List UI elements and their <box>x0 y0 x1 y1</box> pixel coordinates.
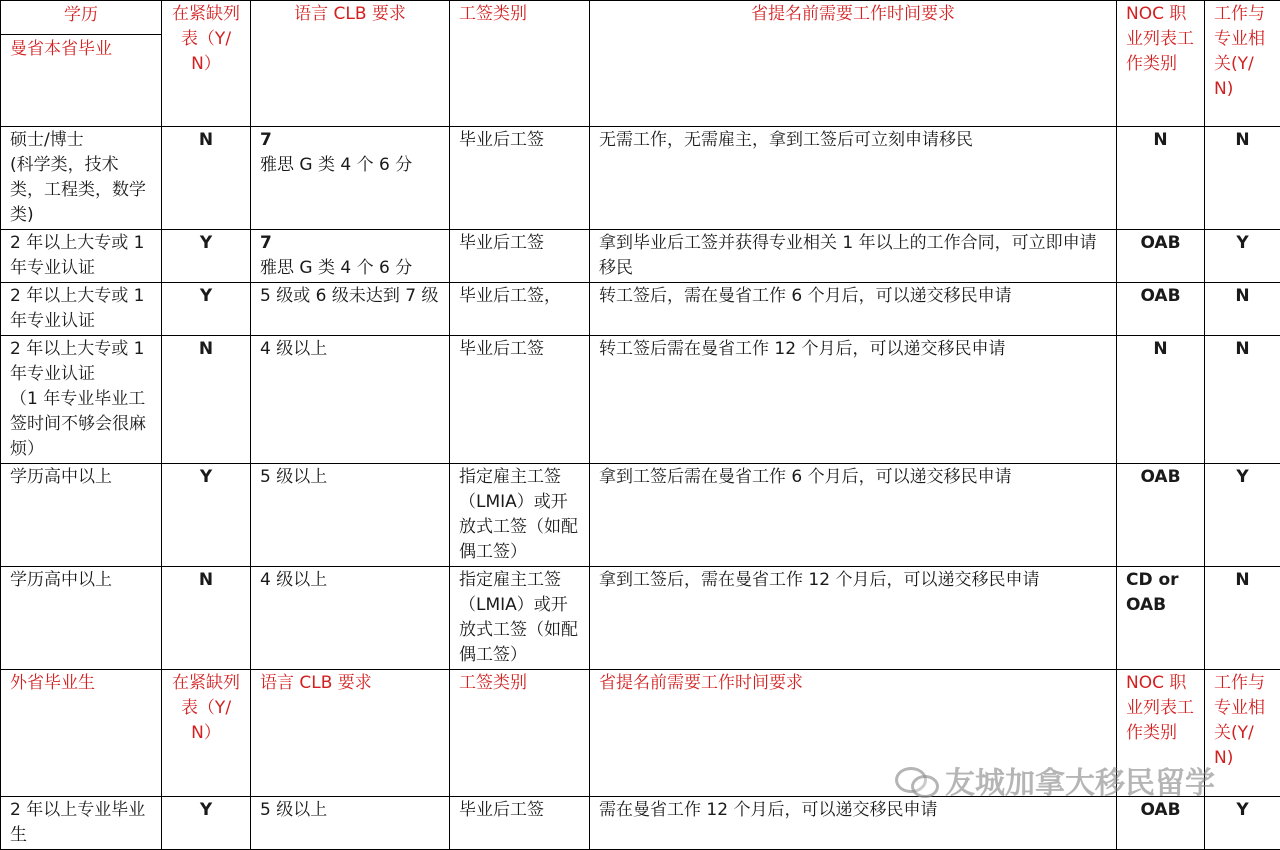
table-row <box>1 567 1280 670</box>
shortage-cell: N <box>162 127 251 230</box>
clb-cell: 4 级以上 <box>251 336 450 464</box>
education-note: (科学类，技术类，工程类，数学类) <box>10 153 152 228</box>
work-req-cell: 需在曼省工作 12 个月后，可以递交移民申请 <box>590 797 1117 850</box>
education-cell: 2 年以上专业毕业生 <box>1 797 162 850</box>
noc-cell: OAB <box>1117 230 1205 283</box>
education-cell: 学历高中以上 <box>1 567 162 670</box>
permit-cell: 毕业后工签 <box>450 230 590 283</box>
education-text: 2 年以上大专或 1 年专业认证 <box>10 337 152 387</box>
shortage-cell: Y <box>162 464 251 567</box>
clb-cell: 5 级以上 <box>251 797 450 850</box>
permit-cell: 毕业后工签 <box>450 127 590 230</box>
education-text: 硕士/博士 <box>10 128 152 153</box>
header-education-label: 学历 <box>1 3 161 35</box>
header-manitoba-grad-label: 曼省本省毕业 <box>10 35 152 62</box>
education-note: （1 年专业毕业工签时间不够会很麻烦） <box>10 387 152 462</box>
clb-cell: 5 级或 6 级未达到 7 级 <box>251 283 450 336</box>
header-work-requirement: 省提名前需要工作时间要求 <box>590 1 1117 127</box>
work-req-cell: 拿到工签后，需在曼省工作 12 个月后，可以递交移民申请 <box>590 567 1117 670</box>
clb-cell: 5 级以上 <box>251 464 450 567</box>
shortage-cell: Y <box>162 230 251 283</box>
header-shortage-list: 在紧缺列表（Y/N） <box>162 1 251 127</box>
header-work-requirement: 省提名前需要工作时间要求 <box>590 670 1117 797</box>
noc-cell: CD or OAB <box>1117 567 1205 670</box>
clb-level: 7 <box>260 128 440 153</box>
shortage-cell: N <box>162 336 251 464</box>
related-cell: N <box>1205 283 1280 336</box>
header-row <box>1 1 1280 127</box>
header-noc: NOC 职业列表工作类别 <box>1117 1 1205 127</box>
related-cell: N <box>1205 336 1280 464</box>
table-row <box>1 230 1280 283</box>
permit-cell: 指定雇主工签（LMIA）或开放式工签（如配偶工签） <box>450 464 590 567</box>
table-row <box>1 797 1280 850</box>
header-clb: 语言 CLB 要求 <box>251 670 450 797</box>
related-cell: Y <box>1205 464 1280 567</box>
education-cell <box>1 127 162 230</box>
header-related: 工作与专业相关(Y/N) <box>1205 670 1280 797</box>
education-cell: 学历高中以上 <box>1 464 162 567</box>
header-permit-type: 工签类别 <box>450 670 590 797</box>
related-cell: N <box>1205 127 1280 230</box>
education-cell: 2 年以上大专或 1 年专业认证 <box>1 283 162 336</box>
header-clb: 语言 CLB 要求 <box>251 1 450 127</box>
shortage-cell: N <box>162 567 251 670</box>
work-req-cell: 无需工作，无需雇主，拿到工签后可立刻申请移民 <box>590 127 1117 230</box>
noc-cell: OAB <box>1117 464 1205 567</box>
education-cell: 2 年以上大专或 1 年专业认证 <box>1 230 162 283</box>
permit-cell: 毕业后工签 <box>450 336 590 464</box>
work-req-cell: 拿到工签后需在曼省工作 6 个月后，可以递交移民申请 <box>590 464 1117 567</box>
work-req-cell: 转工签后，需在曼省工作 6 个月后，可以递交移民申请 <box>590 283 1117 336</box>
noc-cell: N <box>1117 336 1205 464</box>
shortage-cell: Y <box>162 283 251 336</box>
clb-level: 7 <box>260 231 440 256</box>
work-req-cell: 拿到毕业后工签并获得专业相关 1 年以上的工作合同，可立即申请移民 <box>590 230 1117 283</box>
clb-ielts: 雅思 G 类 4 个 6 分 <box>260 153 440 178</box>
clb-cell <box>251 230 450 283</box>
shortage-cell: Y <box>162 797 251 850</box>
work-req-cell: 转工签后需在曼省工作 12 个月后，可以递交移民申请 <box>590 336 1117 464</box>
related-cell: N <box>1205 567 1280 670</box>
noc-cell: OAB <box>1117 797 1205 850</box>
header-permit-type: 工签类别 <box>450 1 590 127</box>
permit-cell: 指定雇主工签（LMIA）或开放式工签（如配偶工签） <box>450 567 590 670</box>
related-cell: Y <box>1205 797 1280 850</box>
watermark-text: 友城加拿大移民留学 <box>945 758 1215 802</box>
clb-ielts: 雅思 G 类 4 个 6 分 <box>260 256 440 281</box>
header-out-of-province-grad: 外省毕业生 <box>1 670 162 797</box>
header-related: 工作与专业相关(Y/N) <box>1205 1 1280 127</box>
education-cell <box>1 336 162 464</box>
noc-cell: N <box>1117 127 1205 230</box>
permit-cell: 毕业后工签， <box>450 283 590 336</box>
related-cell: Y <box>1205 230 1280 283</box>
table-row <box>1 283 1280 336</box>
header-noc: NOC 职业列表工作类别 <box>1117 670 1205 797</box>
clb-cell <box>251 127 450 230</box>
header-education-cell <box>1 1 162 127</box>
header-shortage-list: 在紧缺列表（Y/N） <box>162 670 251 797</box>
table-row <box>1 336 1280 464</box>
header-row-out-of-province <box>1 670 1280 797</box>
table-row <box>1 127 1280 230</box>
noc-cell: OAB <box>1117 283 1205 336</box>
clb-cell: 4 级以上 <box>251 567 450 670</box>
table-row <box>1 464 1280 567</box>
permit-cell: 毕业后工签 <box>450 797 590 850</box>
